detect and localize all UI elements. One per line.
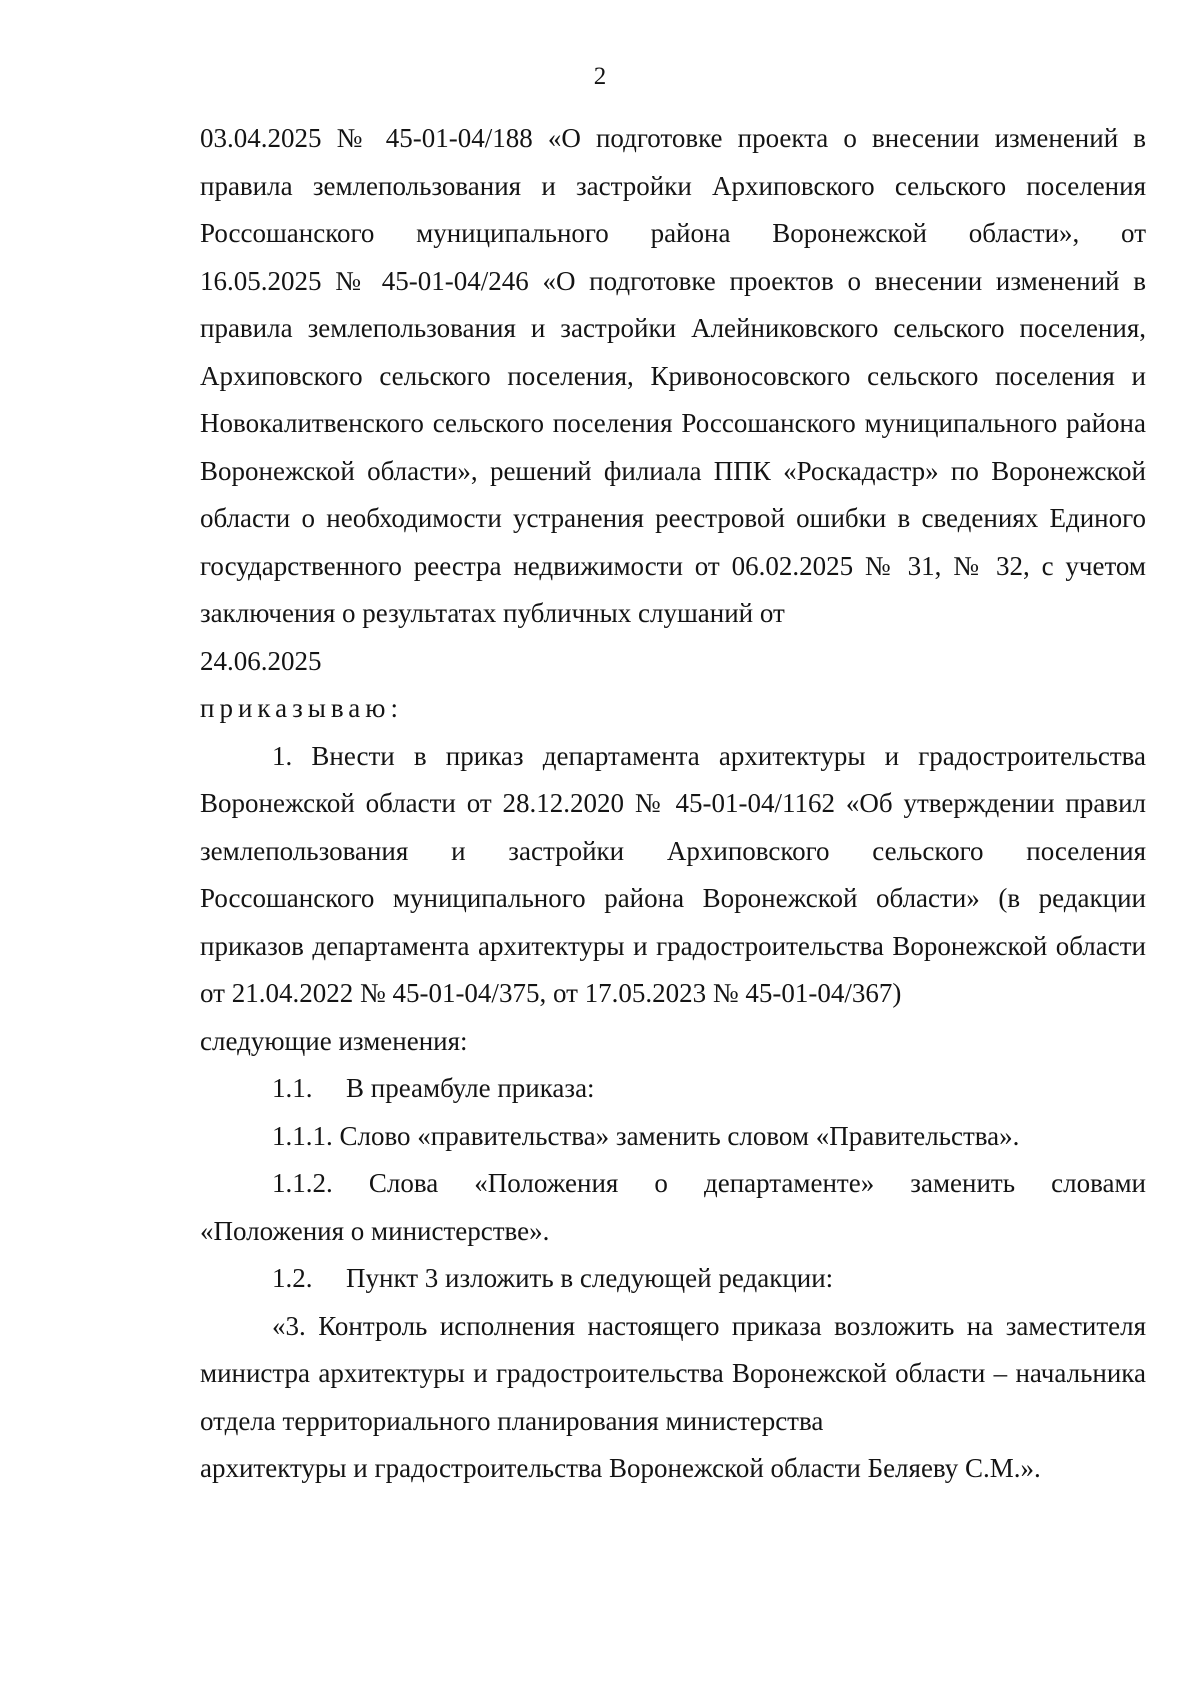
document-body [200,115,1146,1493]
intro-line-2: правила землепользования и застройки Архиповского сельского поселения [200,170,1146,201]
orders-word: приказываю: [200,693,403,723]
item-1-1 [200,1065,1146,1113]
intro-date-line: 24.06.2025 [200,645,322,676]
item-1-2-number: 1.2. [272,1263,313,1293]
page-number: 2 [593,63,607,90]
item-3-quote-last-line: архитектуры и градостроительства Воронежской области Беляеву С.М.». [200,1453,1041,1483]
item-3-quote-paragraph: «3. Контроль исполнения настоящего приказа возложить на заместителя министра архитектуры и градостроительства Воронежской области – начальника отдела территориального планирования министерства [200,1310,1146,1436]
item-1-last-line: следующие изменения: [200,1025,468,1056]
item-1-1-number: 1.1. [272,1073,313,1103]
item-1-1-2-last-line: «Положения о министерстве». [200,1215,550,1246]
intro-paragraph: 16.05.2025 № 45-01-04/246 «О подготовке проектов о внесении изменений в правила землепользования и застройки Алейниковского сельского поселения, Архиповского сельского поселения, Кривоносовского сельского поселения и Новокалитвенского сельского поселения Россошанского муниципального района Воронежской области», решений филиала ППК «Роскадастр» по Воронежской области о необходимости устранения реестровой ошибки в сведениях Единого государственного реестра недвижимости от 06.02.2025 № 31, № 32, с учетом заключения о результатах публичных слушаний от [200,265,1146,628]
item-1-paragraph: 1. Внести в приказ департамента архитектуры и градостроительства Воронежской области от 28.12.2020 № 45-01-04/1162 «Об утверждении правил землепользования и застройки Архиповского сельского поселения Россошанского муниципального района Воронежской области» (в редакции приказов департамента архитектуры и градостроительства Воронежской области от 21.04.2022 № 45-01-04/375, от 17.05.2023 № 45-01-04/367) [200,740,1146,1008]
item-1-1-1: 1.1.1. Слово «правительства» заменить словом «Правительства». [272,1120,1020,1151]
intro-line-1: 03.04.2025 № 45-01-04/188 «О подготовке проекта о внесении изменений в [200,123,1146,153]
item-1-1-text: В преамбуле приказа: [346,1073,595,1103]
item-1-2 [200,1255,1146,1303]
intro-line-3: Россошанского муниципального района Воронежской области», от [200,218,1146,248]
item-1-2-text: Пункт 3 изложить в следующей редакции: [346,1263,834,1293]
item-1-1-2-first-line: 1.1.2. Слова «Положения о департаменте» заменить словами [272,1168,1146,1198]
